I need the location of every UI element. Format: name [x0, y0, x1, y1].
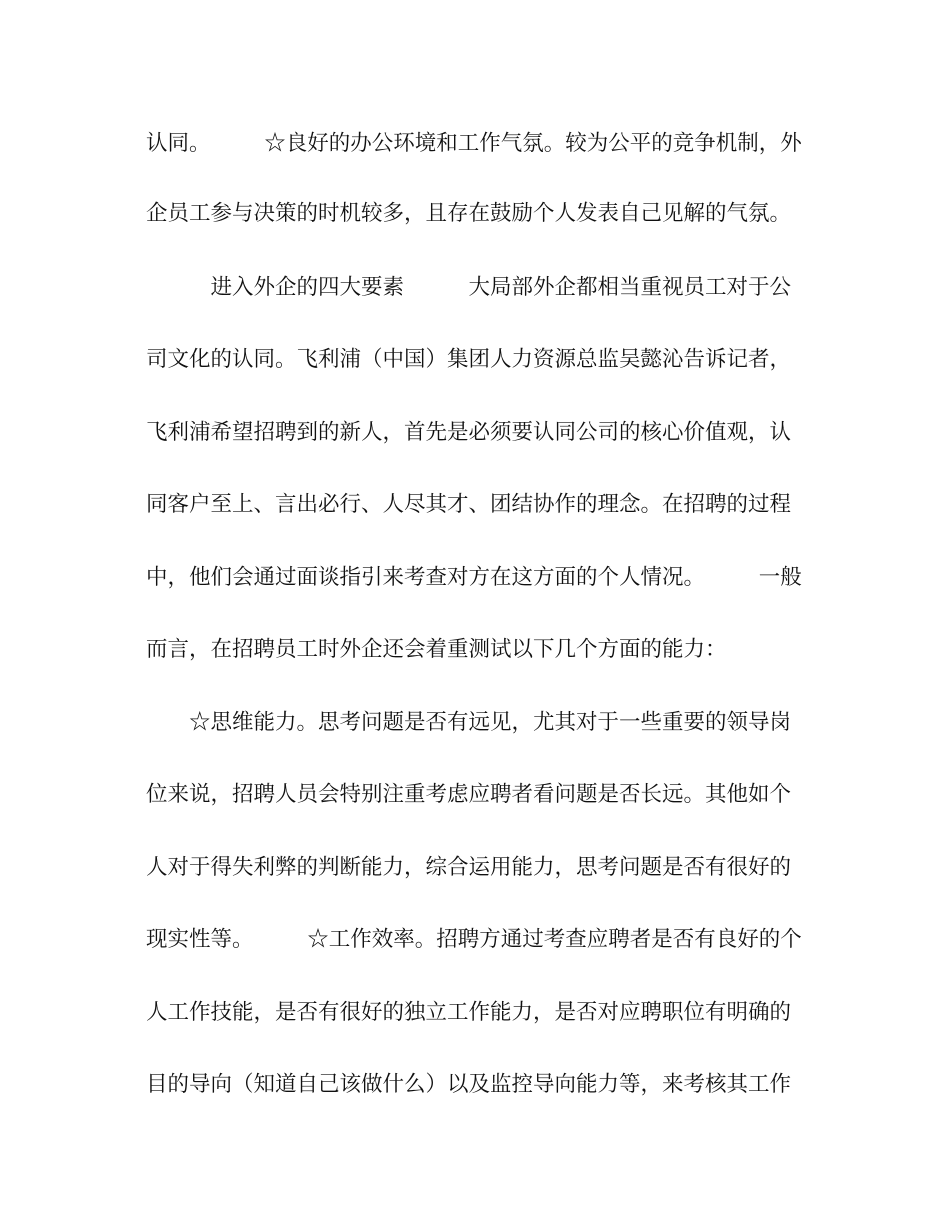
text-line-6: 同客户至上、言出必行、人尽其才、团结协作的理念。在招聘的过程: [146, 492, 792, 517]
text-line-10: 位来说，招聘人员会特别注重考虑应聘者看问题是否长远。其他如个: [146, 782, 792, 807]
text-line-4: 司文化的认同。飞利浦（中国）集团人力资源总监吴懿沁告诉记者，: [146, 347, 792, 372]
text-line-5: 飞利浦希望招聘到的新人，首先是必须要认同公司的核心价值观，认: [146, 420, 792, 445]
text-line-8: 而言，在招聘员工时外企还会着重测试以下几个方面的能力：: [146, 637, 727, 662]
text-line-11: 人对于得失利弊的判断能力，综合运用能力，思考问题是否有很好的: [146, 855, 792, 880]
text-line-3: 进入外企的四大要素 大局部外企都相当重视员工对于公: [146, 275, 792, 300]
text-line-14: 目的导向（知道自己该做什么）以及监控导向能力等，来考核其工作: [146, 1072, 792, 1097]
text-line-13: 人工作技能，是否有很好的独立工作能力，是否对应聘职位有明确的: [146, 1000, 792, 1025]
text-line-12: 现实性等。 ☆工作效率。招聘方通过考查应聘者是否有良好的个: [146, 927, 802, 952]
text-line-7: 中，他们会通过面谈指引来考查对方在这方面的个人情况。 一般: [146, 565, 802, 590]
text-line-1: 认同。 ☆良好的办公环境和工作气氛。较为公平的竞争机制，外: [146, 131, 802, 156]
text-line-2: 企员工参与决策的时机较多，且存在鼓励个人发表自己见解的气氛。: [146, 201, 792, 226]
text-line-9: ☆思维能力。思考问题是否有远见，尤其对于一些重要的领导岗: [146, 710, 792, 735]
